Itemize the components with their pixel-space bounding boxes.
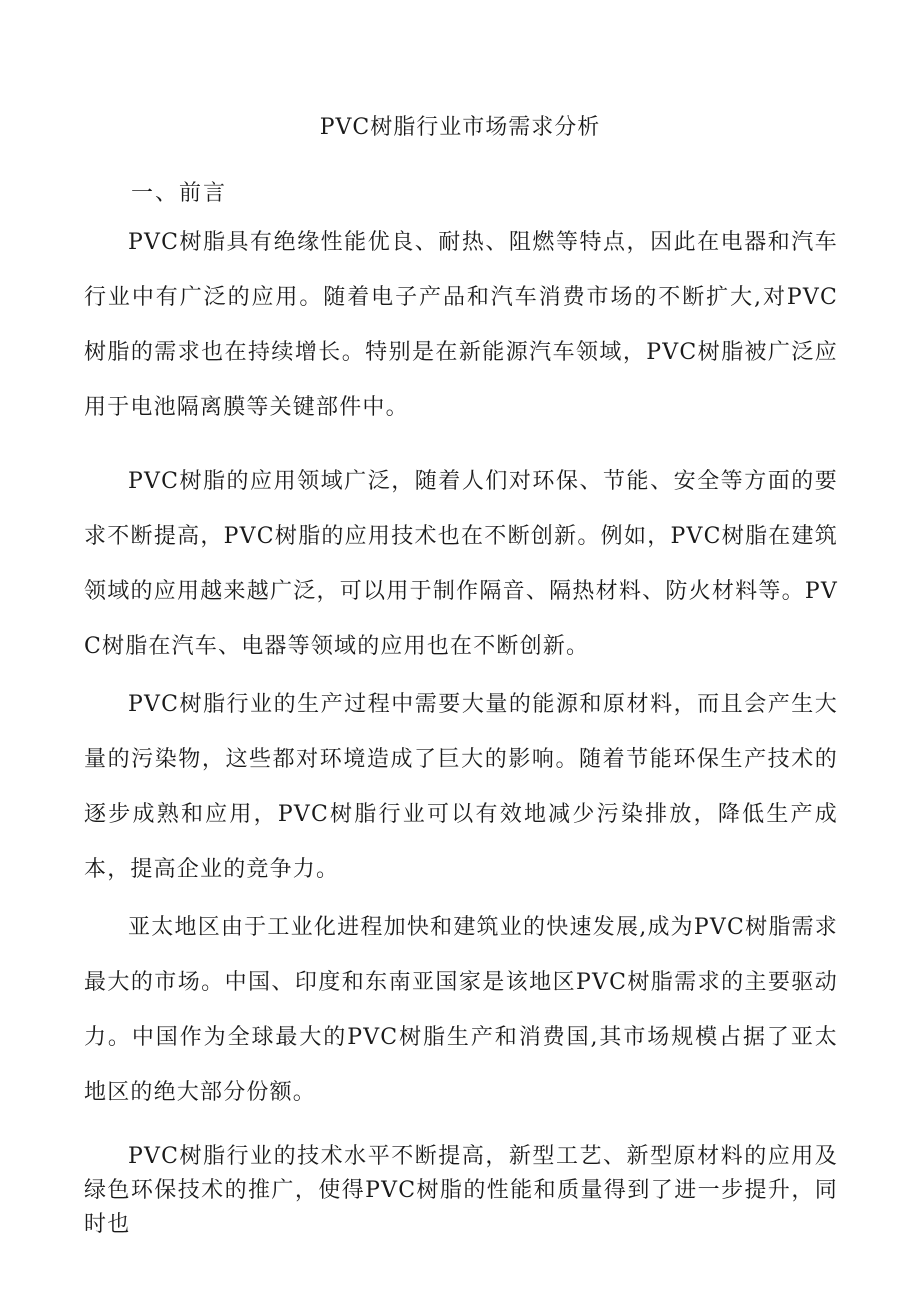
paragraph-1: PVC树脂具有绝缘性能优良、耐热、阻燃等特点，因此在电器和汽车行业中有广泛的应用。随着电子产品和汽车消费市场的不断扩大,对PVC树脂的需求也在持续增长。特别是在新能源汽车领域，PVC树脂被广泛应用于电池隔离膜等关键部件中。 xyxy=(84,230,838,420)
paragraph-2: PVC树脂的应用领域广泛，随着人们对环保、节能、安全等方面的要求不断提高，PVC树脂的应用技术也在不断创新。例如，PVC树脂在建筑领域的应用越来越广泛，可以用于制作隔音、隔热材料、防火材料等。PVC树脂在汽车、电器等领域的应用也在不断创新。 xyxy=(84,469,838,659)
paragraph-3: PVC树脂行业的生产过程中需要大量的能源和原材料，而且会产生大量的污染物，这些都对环境造成了巨大的影响。随着节能环保生产技术的逐步成熟和应用，PVC树脂行业可以有效地减少污染排放，降低生产成本，提高企业的竞争力。 xyxy=(84,692,838,882)
paragraph-5: PVC树脂行业的技术水平不断提高，新型工艺、新型原材料的应用及绿色环保技术的推广，使得PVC树脂的性能和质量得到了进一步提升，同时也 xyxy=(84,1144,838,1237)
document-title: PVC树脂行业市场需求分析 xyxy=(319,115,601,140)
paragraph-4: 亚太地区由于工业化进程加快和建筑业的快速发展,成为PVC树脂需求最大的市场。中国、印度和东南亚国家是该地区PVC树脂需求的主要驱动力。中国作为全球最大的PVC树脂生产和消费国,其市场规模占据了亚太地区的绝大部分份额。 xyxy=(84,915,838,1105)
section-heading: 一、前言 xyxy=(131,181,228,206)
